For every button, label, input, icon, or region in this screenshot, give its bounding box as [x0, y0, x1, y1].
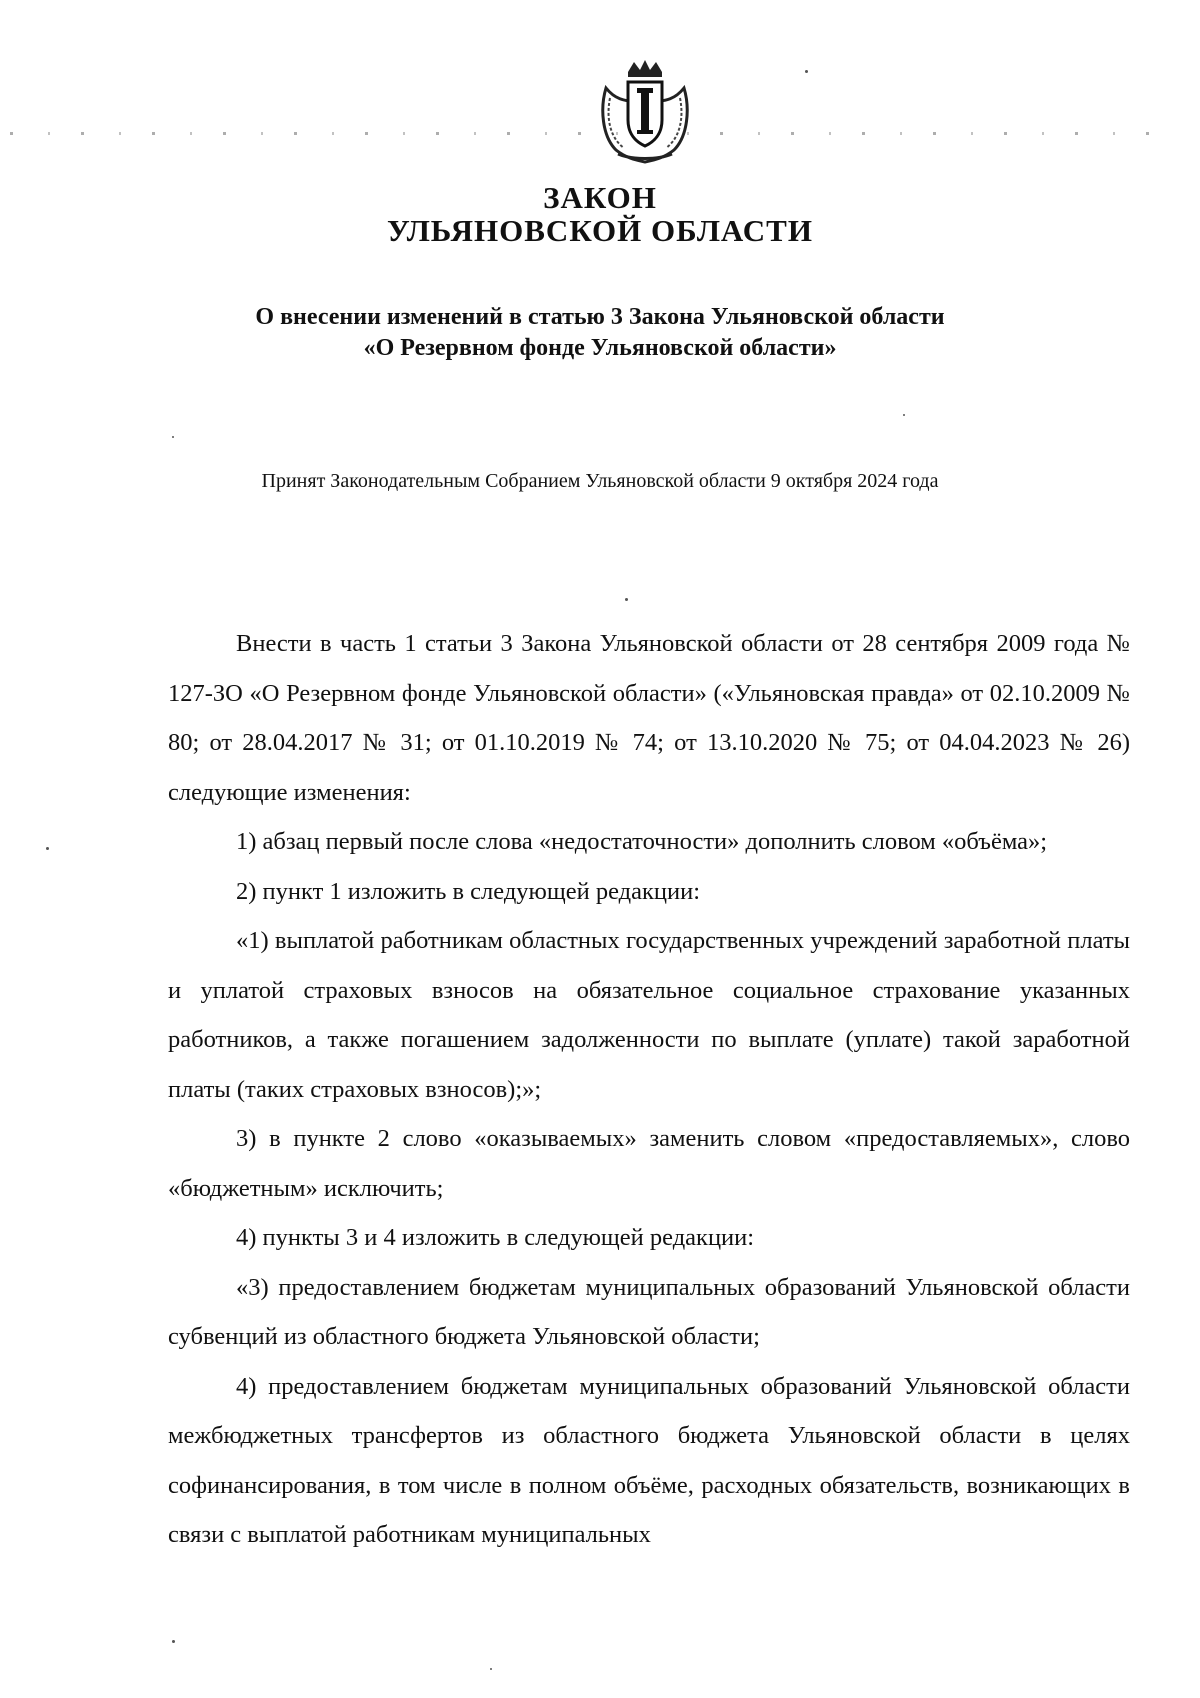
scan-speck	[172, 1640, 175, 1643]
body-paragraph: Внести в часть 1 статьи 3 Закона Ульяновской области от 28 сентября 2009 года № 127-ЗО «О Резервном фонде Ульяновской области» («Ульяновская правда» от 02.10.2009 № 80; от 28.04.2017 № 31; от 01.10.2019 № 74; от 13.10.2020 № 75; от 04.04.2023 № 26) следующие изменения:	[168, 630, 1130, 806]
scan-speck	[172, 436, 174, 438]
coat-of-arms-emblem	[596, 58, 694, 164]
scan-speck	[625, 598, 628, 601]
law-subject	[0, 302, 1200, 364]
law-region-title: УЛЬЯНОВСКОЙ ОБЛАСТИ	[387, 213, 813, 248]
scan-speck	[46, 847, 49, 850]
body-paragraph: «3) предоставлением бюджетам муниципальных образований Ульяновской области субвенций из областного бюджета Ульяновской области;	[168, 1273, 1130, 1350]
law-body	[168, 619, 1130, 1560]
scan-speck	[903, 414, 905, 416]
body-paragraph: 4) предоставлением бюджетам муниципальных образований Ульяновской области межбюджетных трансфертов из областного бюджета Ульяновской области в целях софинансирования, в том числе в полном объёме, расходных обязательств, возникающих в связи с выплатой работникам муниципальных	[168, 1372, 1130, 1548]
body-paragraph: 3) в пункте 2 слово «оказываемых» заменить словом «предоставляемых», слово «бюджетным» исключить;	[168, 1125, 1130, 1202]
adoption-note: Принят Законодательным Собранием Ульяновской области 9 октября 2024 года	[261, 470, 939, 492]
scan-speck	[805, 70, 808, 73]
law-subject-line: «О Резервном фонде Ульяновской области»	[363, 335, 837, 361]
scan-artifact-line	[10, 132, 1180, 135]
law-subject-line: О внесении изменений в статью 3 Закона Ульяновской области	[255, 304, 945, 330]
scan-speck	[490, 1668, 492, 1670]
body-paragraph: 2) пункт 1 изложить в следующей редакции:	[236, 877, 701, 905]
body-paragraph: 4) пункты 3 и 4 изложить в следующей редакции:	[236, 1224, 755, 1251]
body-paragraph: «1) выплатой работникам областных государственных учреждений заработной платы и уплатой страховых взносов на обязательное социальное страхование указанных работников, а также погашением задолженности по выплате (уплате) такой заработной платы (таких страховых взносов);»;	[168, 927, 1130, 1103]
body-paragraph: 1) абзац первый после слова «недостаточности» дополнить словом «объёма»;	[236, 828, 1048, 855]
law-title: ЗАКОН	[543, 180, 657, 215]
